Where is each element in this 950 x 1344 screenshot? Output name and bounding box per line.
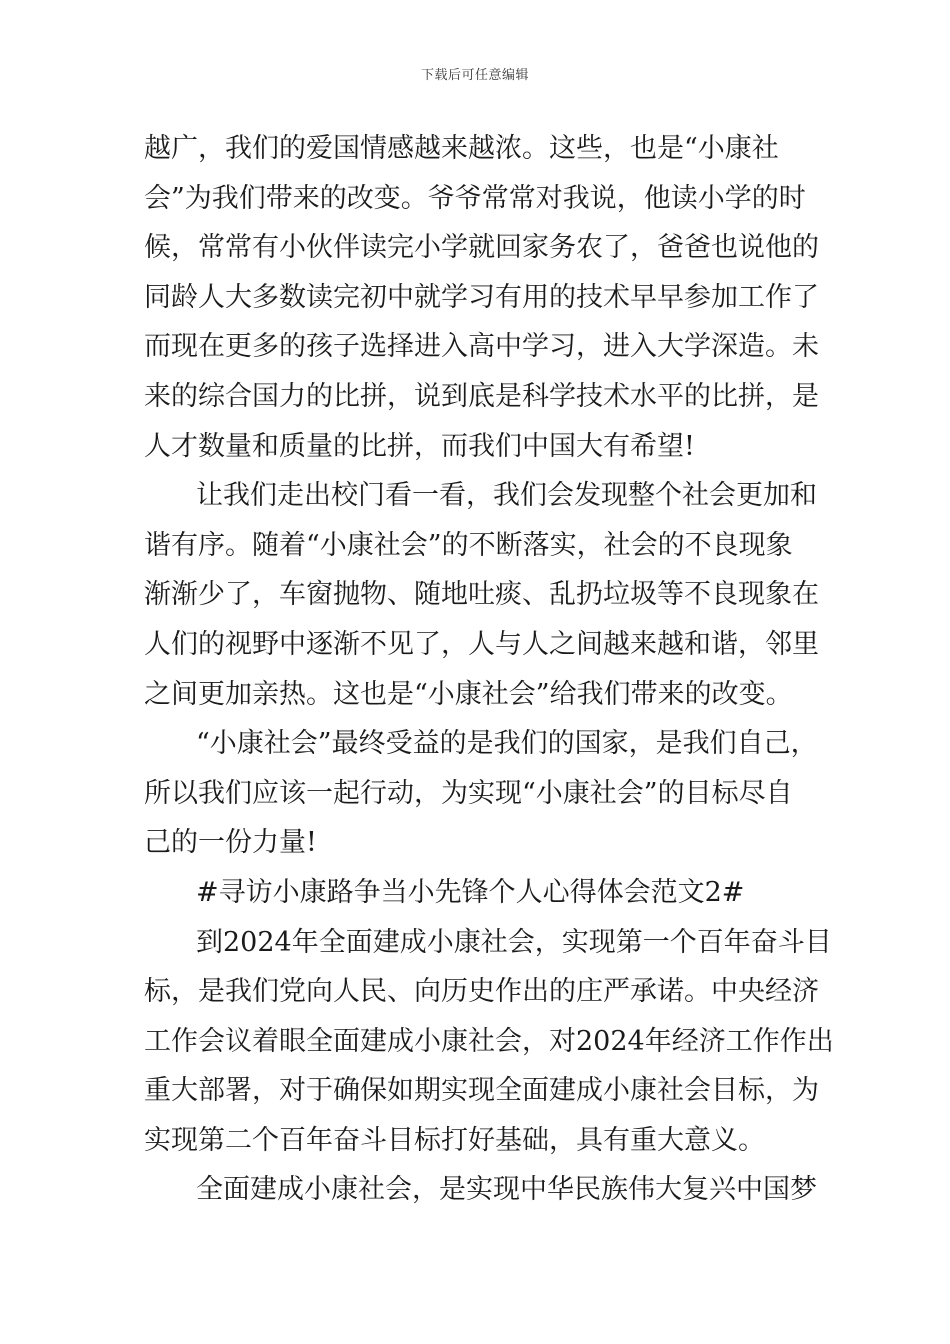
text-line: 实现第二个百年奋斗目标打好基础，具有重大意义。 xyxy=(144,1124,765,1156)
text-line: 所以我们应该一起行动，为实现“小康社会”的目标尽自 xyxy=(144,777,793,809)
text-line: 人才数量和质量的比拼，而我们中国大有希望! xyxy=(144,430,695,462)
text-line: 标，是我们党向人民、向历史作出的庄严承诺。中央经济 xyxy=(144,976,819,1008)
text-line: 工作会议着眼全面建成小康社会，对2024年经济工作作出 xyxy=(144,1025,834,1057)
text-line: 重大部署，对于确保如期实现全面建成小康社会目标，为 xyxy=(144,1075,819,1107)
text-line: “小康社会”最终受益的是我们的国家，是我们自己， xyxy=(196,728,818,760)
text-line: 越广，我们的爱国情感越来越浓。这些，也是“小康社 xyxy=(144,133,779,164)
text-line: 谐有序。随着“小康社会”的不断落实，社会的不良现象 xyxy=(144,529,793,561)
text-line: 会”为我们带来的改变。爷爷常常对我说，他读小学的时 xyxy=(144,182,806,214)
text-line: 渐渐少了，车窗抛物、随地吐痰、乱扔垃圾等不良现象在 xyxy=(144,579,819,611)
text-line: 人们的视野中逐渐不见了，人与人之间越来越和谐，邻里 xyxy=(144,628,819,660)
text-line: 全面建成小康社会，是实现中华民族伟大复兴中国梦 xyxy=(196,1174,817,1206)
section-heading: #寻访小康路争当小先锋个人心得体会范文2# xyxy=(196,876,745,908)
text-line: 之间更加亲热。这也是“小康社会”给我们带来的改变。 xyxy=(144,678,793,710)
text-line: 同龄人大多数读完初中就学习有用的技术早早参加工作了 xyxy=(144,281,819,313)
page-header: 下载后可任意编辑 xyxy=(420,68,529,83)
text-line: 而现在更多的孩子选择进入高中学习，进入大学深造。未 xyxy=(144,331,819,363)
text-line: 让我们走出校门看一看，我们会发现整个社会更加和 xyxy=(196,480,817,512)
text-line: 候，常常有小伙伴读完小学就回家务农了，爸爸也说他的 xyxy=(144,232,819,264)
text-line: 到2024年全面建成小康社会，实现第一个百年奋斗目 xyxy=(196,926,832,958)
document-body xyxy=(144,124,834,1215)
text-line: 己的一份力量! xyxy=(144,827,317,859)
text-line: 来的综合国力的比拼，说到底是科学技术水平的比拼，是 xyxy=(144,380,819,412)
